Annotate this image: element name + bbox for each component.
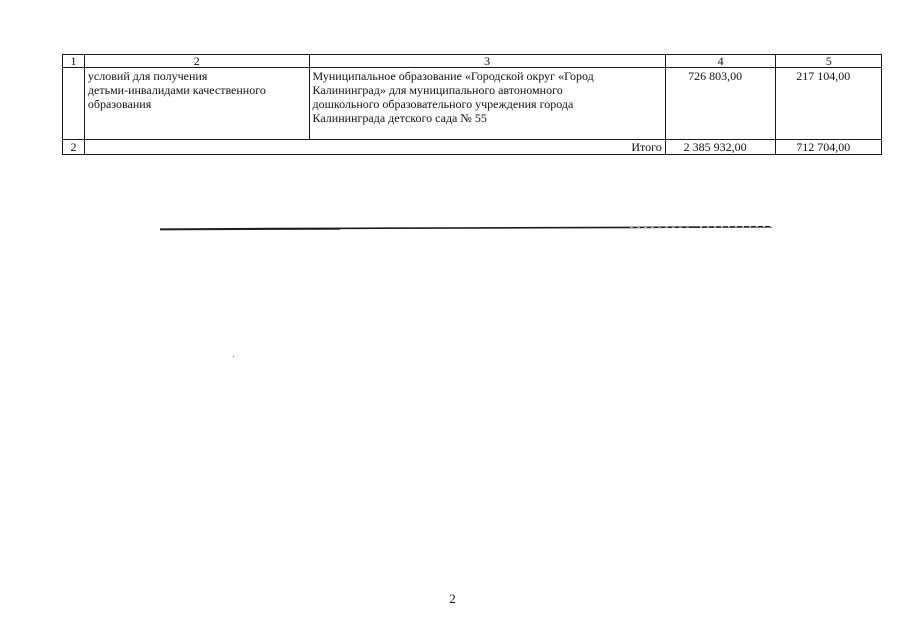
recipient-line: Муниципальное образование «Городской округ «Город — [312, 69, 594, 83]
purpose-line: детьми-инвалидами качественного — [87, 83, 266, 97]
total-row-number: 2 — [63, 140, 85, 155]
header-cell-2: 2 — [84, 55, 309, 68]
total-label: Итого — [84, 140, 665, 155]
total-row — [63, 140, 882, 155]
row-number-cell — [63, 68, 85, 140]
recipient-line: Калининград» для муниципального автономного — [312, 83, 563, 97]
recipient-line: дошкольного образовательного учреждения города — [312, 97, 574, 111]
purpose-line: условий для получения — [87, 69, 208, 83]
purpose-cell — [84, 68, 309, 140]
header-cell-4: 4 — [665, 55, 776, 68]
header-cell-5: 5 — [776, 55, 882, 68]
recipient-cell — [309, 68, 665, 140]
total-col4-cell: 2 385 932,00 — [665, 140, 776, 155]
allocation-table — [62, 54, 882, 155]
recipient-line: Калининграда детского сада № 55 — [312, 111, 487, 125]
scan-speck — [233, 356, 234, 357]
amount-col5-cell: 217 104,00 — [776, 68, 882, 140]
total-col5-cell: 712 704,00 — [776, 140, 882, 155]
table-header-row — [63, 55, 882, 68]
purpose-line: образования — [87, 97, 152, 111]
table-row — [63, 68, 882, 140]
header-cell-1: 1 — [63, 55, 85, 68]
page-number: 2 — [449, 591, 456, 606]
separator-line — [160, 226, 772, 231]
amount-col4-cell: 726 803,00 — [665, 68, 776, 140]
header-cell-3: 3 — [309, 55, 665, 68]
